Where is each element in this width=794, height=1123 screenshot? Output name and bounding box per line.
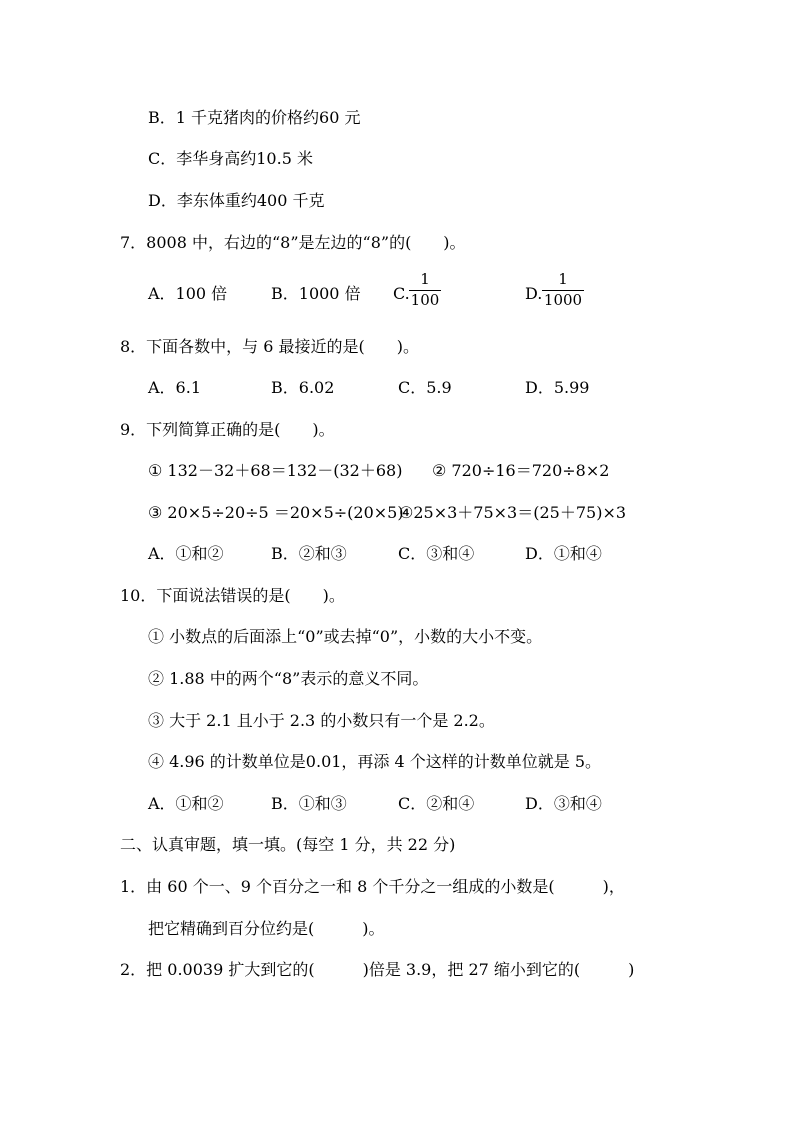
q10-item-4: ④ 4.96 的计数单位是0.01，再添 4 个这样的计数单位就是 5。 [148,752,602,771]
q6-option-c: C．李华身高约10.5 米 [148,149,313,168]
q7-c-denominator: 100 [410,291,440,309]
q6-option-b: B．1 千克猪肉的价格约60 元 [148,108,361,127]
q9-item-2: ② 720÷16＝720÷8×2 [432,461,610,480]
q7-c-numerator: 1 [420,270,430,288]
q7-d-numerator: 1 [558,270,568,288]
q10-option-c: C．②和④ [398,794,475,813]
q10-item-2: ② 1.88 中的两个“8”表示的意义不同。 [148,669,429,688]
q9-stem: 9．下列简算正确的是( )。 [120,420,335,439]
s2-q1-line-1: 1．由 60 个一、9 个百分之一和 8 个千分之一组成的小数是( )， [120,877,625,896]
q7-option-a: A．100 倍 [148,284,228,303]
q9-item-1: ① 132－32＋68＝132－(32＋68) [148,461,403,480]
s2-q1-line-2: 把它精确到百分位约是( )。 [148,919,385,938]
q9-option-a: A．①和② [148,544,224,563]
q10-option-a: A．①和② [148,794,224,813]
q10-item-1: ① 小数点的后面添上“0”或去掉“0”，小数的大小不变。 [148,627,543,646]
q10-option-d: D．③和④ [525,794,602,813]
q7-option-c-fraction [409,271,441,309]
q9-item-4: ④25×3＋75×3＝(25＋75)×3 [399,503,627,522]
q8-option-c: C．5.9 [398,378,452,397]
q9-option-d: D．①和④ [525,544,602,563]
q7-option-d-fraction [542,271,584,309]
q8-option-b: B．6.02 [271,378,335,397]
q10-stem: 10．下面说法错误的是( )。 [120,586,345,605]
q9-option-c: C．③和④ [398,544,475,563]
s2-q2-line-1: 2．把 0.0039 扩大到它的( )倍是 3.9，把 27 缩小到它的( ) [120,960,635,979]
q8-option-a: A．6.1 [148,378,202,397]
q7-stem: 7．8008 中，右边的“8”是左边的“8”的( )。 [120,233,466,252]
section-2-heading: 二、认真审题，填一填。(每空 1 分，共 22 分) [120,835,456,854]
q9-option-b: B．②和③ [271,544,347,563]
q9-item-3: ③ 20×5÷20÷5 ＝20×5÷(20×5) [148,503,404,522]
q6-option-d: D．李东体重约400 千克 [148,191,325,210]
q10-option-b: B．①和③ [271,794,347,813]
q10-item-3: ③ 大于 2.1 且小于 2.3 的小数只有一个是 2.2。 [148,711,495,730]
q7-option-b: B．1000 倍 [271,284,361,303]
q7-option-c-prefix: C. [393,284,410,303]
q7-d-denominator: 1000 [543,291,583,309]
q8-stem: 8．下面各数中，与 6 最接近的是( )。 [120,337,420,356]
q7-option-d-prefix: D. [525,284,543,303]
q8-option-d: D．5.99 [525,378,590,397]
